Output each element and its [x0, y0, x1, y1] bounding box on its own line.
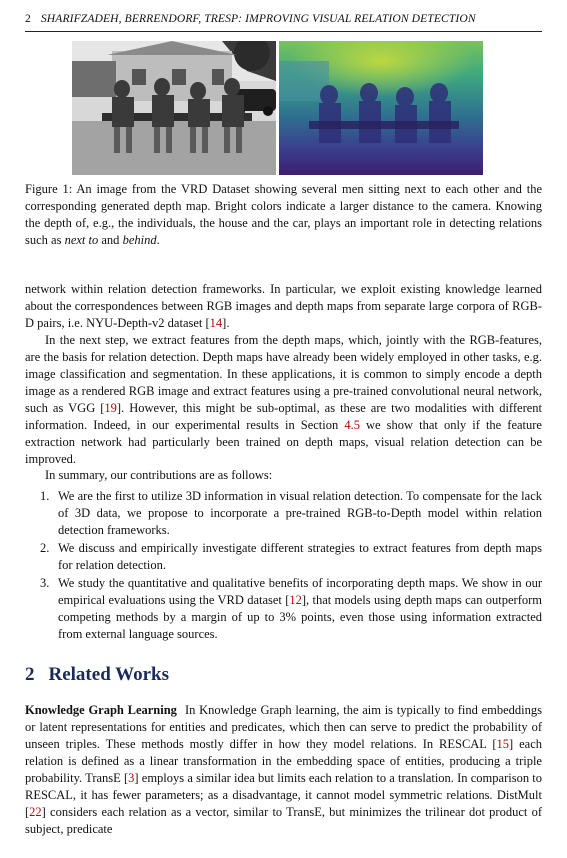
list-item-number: 2.: [40, 540, 50, 555]
header-rule: [25, 31, 542, 32]
section-link[interactable]: 4.5: [344, 417, 360, 432]
figure-depth-map: [279, 41, 483, 175]
body-text: [25, 281, 542, 484]
list-item-number: 1.: [40, 489, 50, 503]
citation-link[interactable]: 12: [289, 592, 302, 607]
photo-illustration: [72, 41, 276, 175]
citation-link[interactable]: 14: [209, 315, 223, 330]
running-header: [25, 12, 542, 25]
caption-emphasis-next-to: next to: [64, 232, 99, 247]
section-heading: [25, 664, 169, 686]
citation-link[interactable]: 22: [29, 804, 42, 819]
section-title: Related Works: [48, 664, 170, 685]
paragraph-3: In summary, our contributions are as follows:: [45, 468, 273, 483]
running-title: SHARIFZADEH, BERRENDORF, TRESP: IMPROVING VISUAL RELATION DETECTION: [40, 12, 476, 25]
citation-link[interactable]: 15: [496, 736, 510, 751]
contributions-list: [25, 488, 542, 644]
caption-text: Figure 1: An image from the VRD Dataset showing several men sitting next to each other and the corresponding generated depth map. Bright colors indicate a larger distance to the camera. Knowing the depth of, e.g., the individuals, the house and the car, plays an important role in detecting relations such as: [25, 182, 542, 247]
depth-map-illustration: [279, 41, 483, 175]
page-number: 2: [25, 12, 31, 25]
paragraph-2: In the next step, we extract features from the depth maps, which, jointly with the RGB-features, are the basis for relation detection. Depth maps have already been widely employed in other tasks, e.g. image classification and segmentation. In these applications, it is common to simply encode a depth image as a rendered RGB image and extract features using a pre-trained convolutional neural network, such as VGG [19]. However, this might be sub-optimal, as these are two modalities with different information. Indeed, in our experimental results in Section 4.5 we show that only if the feature extraction network had particularly been trained on depth maps, visual relation detection can be improved.: [25, 332, 542, 466]
list-item: 3. We study the quantitative and qualitative benefits of incorporating depth maps. We show in our empirical evaluations using the VRD dataset [12], that models using depth maps can outperform competing methods by a margin of up to 3% points, even those using information extracted from external language sources.: [40, 575, 542, 641]
paragraph-related: Knowledge Graph Learning In Knowledge Graph learning, the aim is typically to find embeddings or latent representations for entities and predicates, which then can serve to predict the probability of unseen triples. These methods mostly differ in how they model relations. In RESCAL [15] each relation is defined as a linear transformation in the embedding space of entities, producing a triple probability. TransE [3] employs a similar idea but limits each relation to a translation. In comparison to RESCAL, it has fewer parameters; as a disadvantage, it cannot model symmetric relations. DistMult [22] considers each relation as a vector, similar to TransE, but minimizes the trilinear dot product of subject, predicate: [25, 703, 543, 836]
citation-link[interactable]: 3: [128, 770, 135, 785]
caption-emphasis-behind: behind: [122, 232, 157, 247]
figure-caption: [25, 181, 542, 249]
list-item: 2. We discuss and empirically investigate different strategies to extract features from depth maps for relation detection.: [40, 540, 542, 572]
related-works-text: [25, 702, 542, 838]
list-item: 1. We are the first to utilize 3D information in visual relation detection. To compensate for the lack of 3D data, we propose to incorporate a pre-trained RGB-to-Depth model within relation detection frameworks.: [40, 489, 542, 537]
section-number: 2: [25, 664, 35, 685]
caption-text: .: [156, 232, 160, 247]
figure-photo-grayscale: [72, 41, 276, 175]
caption-text: and: [98, 232, 123, 247]
runin-heading: Knowledge Graph Learning: [25, 703, 177, 717]
list-item-number: 3.: [40, 575, 50, 590]
paragraph-1: network within relation detection frameworks. In particular, we exploit existing knowledge learned about the correspondences between RGB images and depth maps from separate large corpora of RGB-D pairs, i.e. NYU-Depth-v2 dataset [14].: [25, 282, 542, 330]
citation-link[interactable]: 19: [104, 400, 117, 415]
